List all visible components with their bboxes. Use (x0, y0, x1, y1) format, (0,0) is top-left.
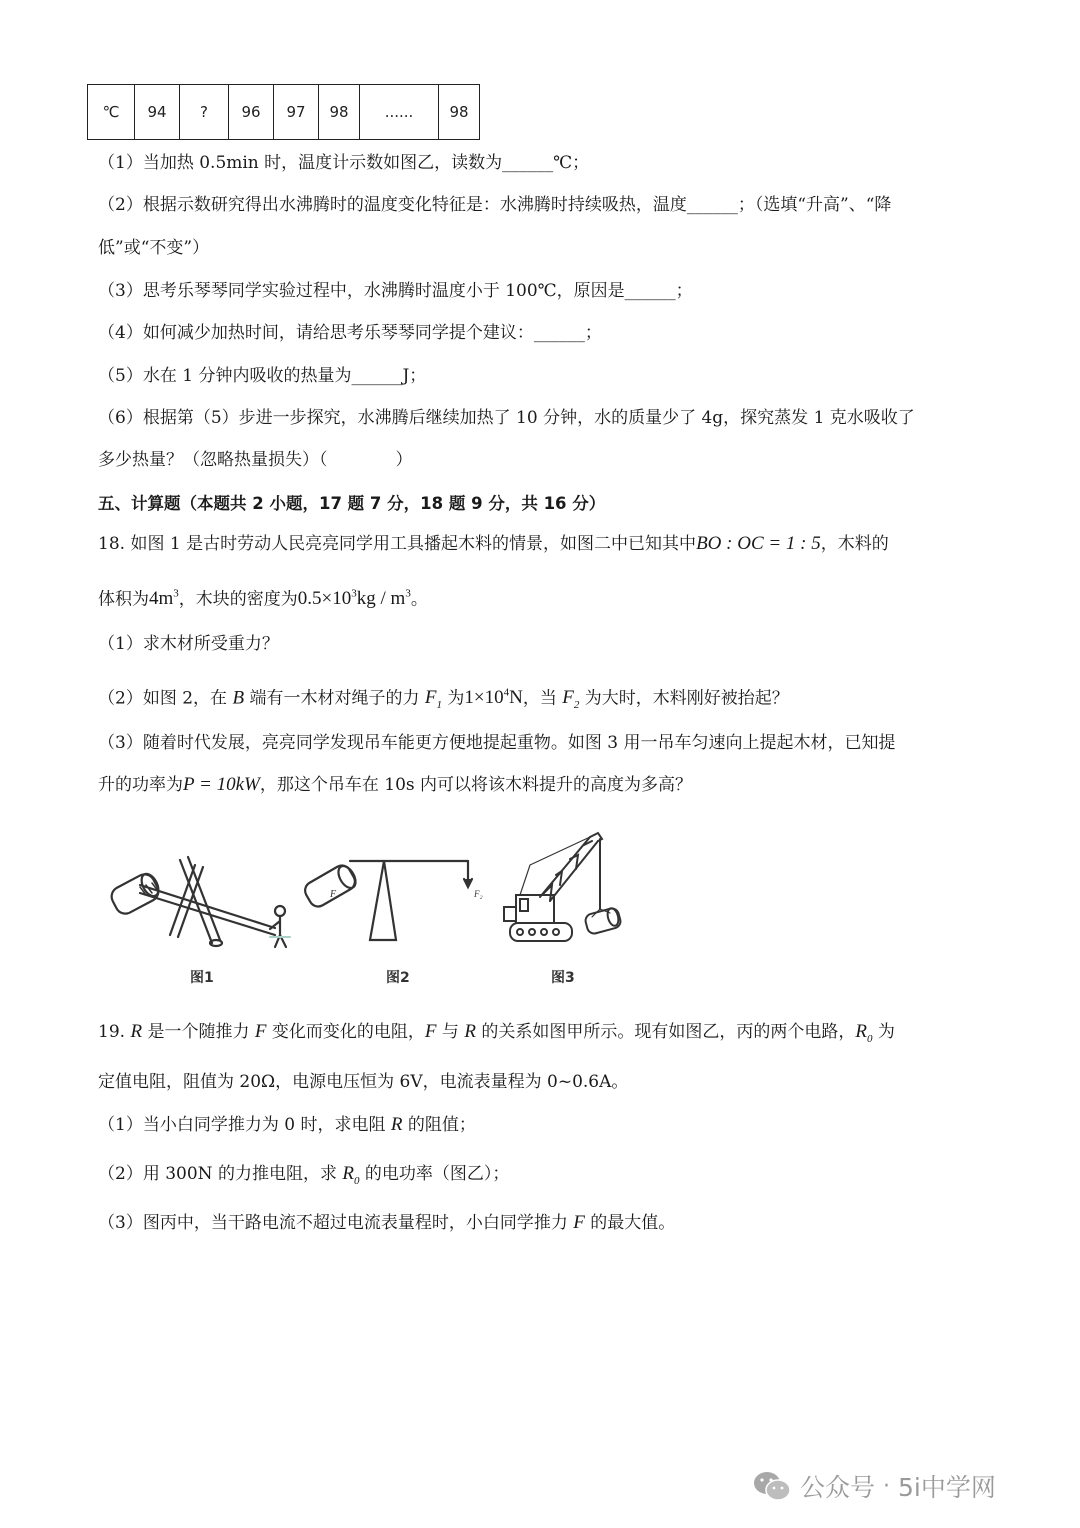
watermark-dot: · (883, 1473, 891, 1499)
q17-part6-line2: 多少热量？（忽略热量损失）（ ） (98, 450, 413, 470)
figure2-fulcrum-illustration (302, 861, 472, 940)
table-cell: 94 (135, 85, 180, 140)
density-value: $0.5\times 10^3kg / m^3$ (297, 588, 411, 610)
q17-part6-line1: （6）根据第（5）步进一步探究，水沸腾后继续加热了 10 分钟，水的质量少了 4g，探究蒸发 1 克水吸收了 (98, 408, 915, 428)
table-cell: 96 (229, 85, 274, 140)
table-row (88, 85, 480, 140)
power-formula: P = 10kW (183, 774, 260, 795)
q18-intro-line2: 体积为$4m^3$，木块的密度为$0.5\times 10^3kg / m^3$。 (98, 588, 428, 610)
figure3-crane-illustration (504, 833, 622, 941)
q18-part1: （1）求木材所受重力？ (98, 634, 279, 654)
figure1-lever-illustration (108, 857, 290, 947)
figure2-caption: 图2 (386, 970, 410, 986)
watermark-site: 5i中学网 (898, 1473, 996, 1502)
q19-part2: （2）用 300N 的力推电阻，求 $R_0$ 的电功率（图乙）； (98, 1163, 510, 1187)
q19-intro-line2: 定值电阻，阻值为 20Ω，电源电压恒为 6V，电流表量程为 0~0.6A。 (98, 1072, 629, 1092)
table-cell: 98 (439, 85, 480, 140)
table-cell: 98 (319, 85, 360, 140)
q17-part4: （4）如何减少加热时间，请给思考乐琴琴同学提个建议：______； (98, 323, 602, 343)
table-cell-unit: ℃ (88, 85, 135, 140)
q18-part3-line1: （3）随着时代发展，亮亮同学发现吊车能更方便地提起重物。如图 3 用一吊车匀速向上提起木材，已知提 (98, 733, 896, 753)
wechat-icon (752, 1469, 792, 1503)
section-heading: 五、计算题（本题共 2 小题，17 题 7 分，18 题 9 分，共 16 分） (98, 494, 606, 513)
q18-part3-line2: 升的功率为P = 10kW，那这个吊车在 10s 内可以将该木料提升的高度为多高？ (98, 774, 693, 795)
q19-part1: （1）当小白同学推力为 0 时，求电阻 R 的阻值； (98, 1114, 476, 1135)
q19-part3: （3）图丙中，当干路电流不超过电流表量程时，小白同学推力 F 的最大值。 (98, 1212, 676, 1233)
table-cell: 97 (274, 85, 319, 140)
ratio-formula: BO : OC = 1 : 5 (696, 533, 821, 554)
volume-value: $4m^3$ (149, 588, 179, 610)
temperature-table (87, 84, 480, 140)
figure1-caption: 图1 (190, 970, 214, 986)
q17-part3: （3）思考乐琴琴同学实验过程中，水沸腾时温度小于 100℃，原因是______； (98, 281, 693, 301)
watermark-label: 公众号 (800, 1473, 876, 1502)
table-cell: ? (180, 85, 229, 140)
q18-intro-line1: 18. 如图 1 是古时劳动人民亮亮同学用工具播起木料的情景，如图二中已知其中BO : OC = 1 : 5，木料的 (98, 533, 889, 554)
q17-part2-line1: （2）根据示数研究得出水沸腾时的温度变化特征是：水沸腾时持续吸热，温度______；（选填“升高”、“降 (98, 195, 892, 215)
table-cell: ...... (360, 85, 439, 140)
fig2-f-label: F (330, 889, 337, 900)
figures-row (100, 825, 640, 995)
q17-part5: （5）水在 1 分钟内吸收的热量为______J； (98, 366, 427, 386)
figure3-caption: 图3 (551, 970, 575, 986)
q19-intro-line1: 19. R 是一个随推力 F 变化而变化的电阻，F 与 R 的关系如图甲所示。现有如图乙，丙的两个电路，$R_0$ 为 (98, 1021, 895, 1045)
q17-part2-line2: 低”或“不变”） (98, 238, 210, 258)
q18-part2: （2）如图 2，在 B 端有一木材对绳子的力 $F_1$ 为$1\times 10^4N$，当 $F_2$ 为大时，木料刚好被抬起？ (98, 687, 789, 712)
force-value: $1\times 10^4N$ (464, 687, 523, 709)
q17-part1: （1）当加热 0.5min 时，温度计示数如图乙，读数为______℃； (98, 153, 590, 173)
fig2-f2-label: F₂ (474, 889, 483, 899)
wechat-watermark (752, 1466, 996, 1506)
